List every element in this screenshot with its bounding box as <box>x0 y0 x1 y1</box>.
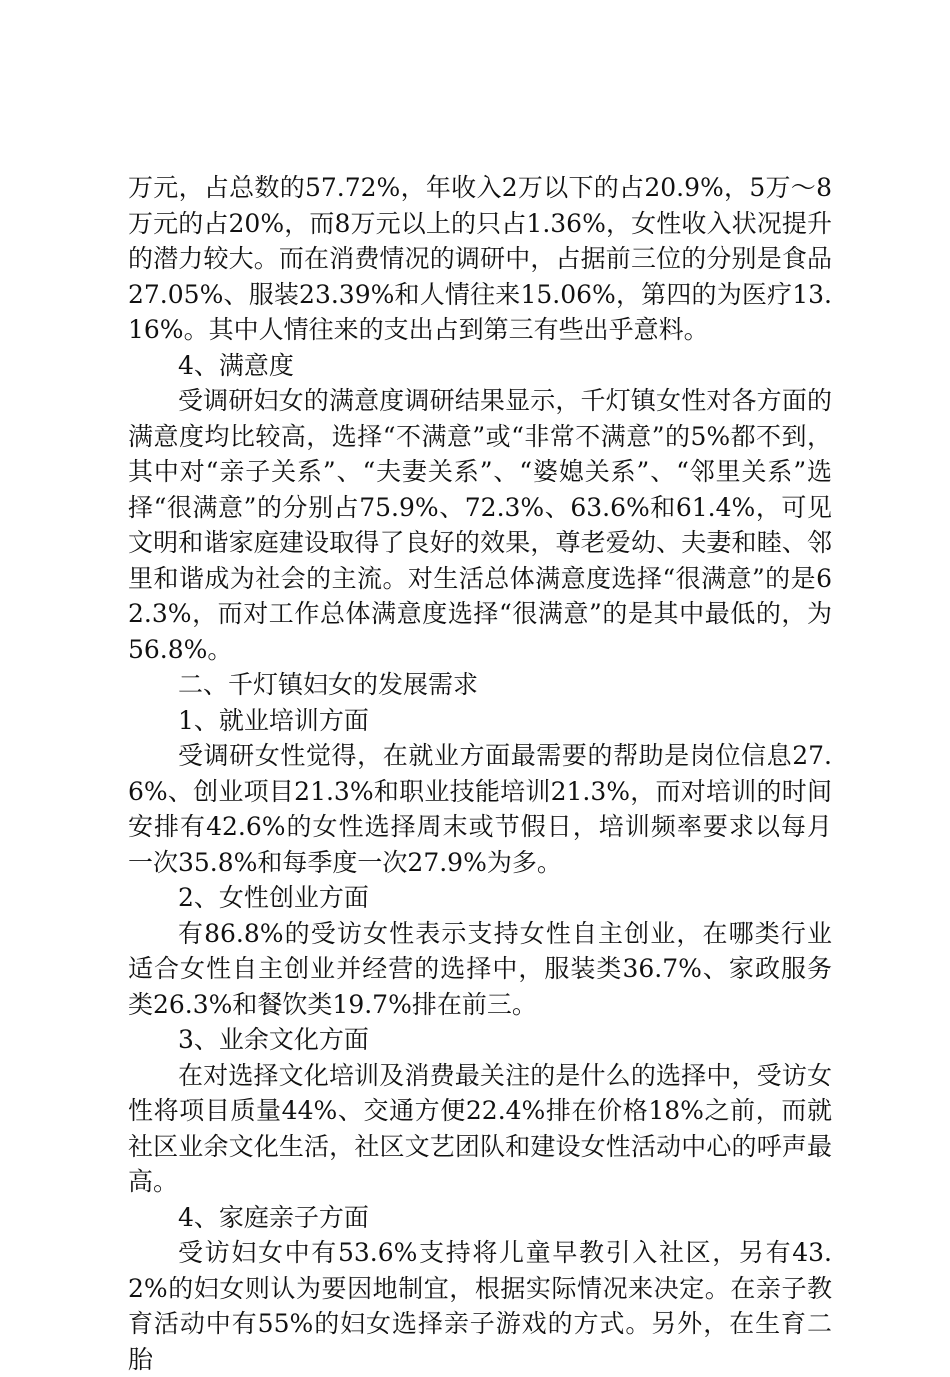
paragraph-family-parenting: 受访妇女中有53.6%支持将儿童早教引入社区，另有43.2%的妇女则认为要因地制宜，根据实际情况来决定。在亲子教育活动中有55%的妇女选择亲子游戏的方式。另外，在生育二胎 <box>128 1238 832 1374</box>
paragraph-income-consumption: 万元，占总数的57.72%，年收入2万以下的占20.9%，5万～8万元的占20%，而8万元以上的只占1.36%，女性收入状况提升的潜力较大。而在消费情况的调研中，占据前三位的分别是食品27.05%、服装23.39%和人情往来15.06%，第四的为医疗13.16%。其中人情往来的支出占到第三有些出乎意料。 <box>128 173 832 344</box>
paragraph-entrepreneurship: 有86.8%的受访女性表示支持女性自主创业，在哪类行业适合女性自主创业并经营的选择中，服装类36.7%、家政服务类26.3%和餐饮类19.7%排在前三。 <box>128 918 832 1019</box>
heading-leisure-culture: 3、业余文化方面 <box>178 1025 369 1054</box>
paragraph-satisfaction: 受调研妇女的满意度调研结果显示，千灯镇女性对各方面的满意度均比较高，选择“不满意”或“非常不满意”的5%都不到，其中对“亲子关系”、“夫妻关系”、“婆媳关系”、“邻里关系”选择“很满意”的分别占75.9%、72.3%、63.6%和61.4%，可见文明和谐家庭建设取得了良好的效果，尊老爱幼、夫妻和睦、邻里和谐成为社会的主流。对生活总体满意度选择“很满意”的是62.3%，而对工作总体满意度选择“很满意”的是其中最低的，为56.8%。 <box>128 386 832 664</box>
heading-employment-training: 1、就业培训方面 <box>178 705 369 735</box>
heading-satisfaction: 4、满意度 <box>178 350 294 380</box>
paragraph-leisure-culture: 在对选择文化培训及消费最关注的是什么的选择中，受访女性将项目质量44%、交通方便22.4%排在价格18%之前，而就社区业余文化生活，社区文艺团队和建设女性活动中心的呼声最高。 <box>128 1060 832 1196</box>
paragraph-employment-training: 受调研女性觉得，在就业方面最需要的帮助是岗位信息27.6%、创业项目21.3%和职业技能培训21.3%，而对培训的时间安排有42.6%的女性选择周末或节假日，培训频率要求以每月一次35.8%和每季度一次27.9%为多。 <box>128 741 832 877</box>
heading-family-parenting: 4、家庭亲子方面 <box>178 1202 369 1232</box>
heading-development-needs: 二、千灯镇妇女的发展需求 <box>178 670 479 699</box>
document-page <box>128 170 832 1377</box>
heading-entrepreneurship: 2、女性创业方面 <box>178 883 369 912</box>
